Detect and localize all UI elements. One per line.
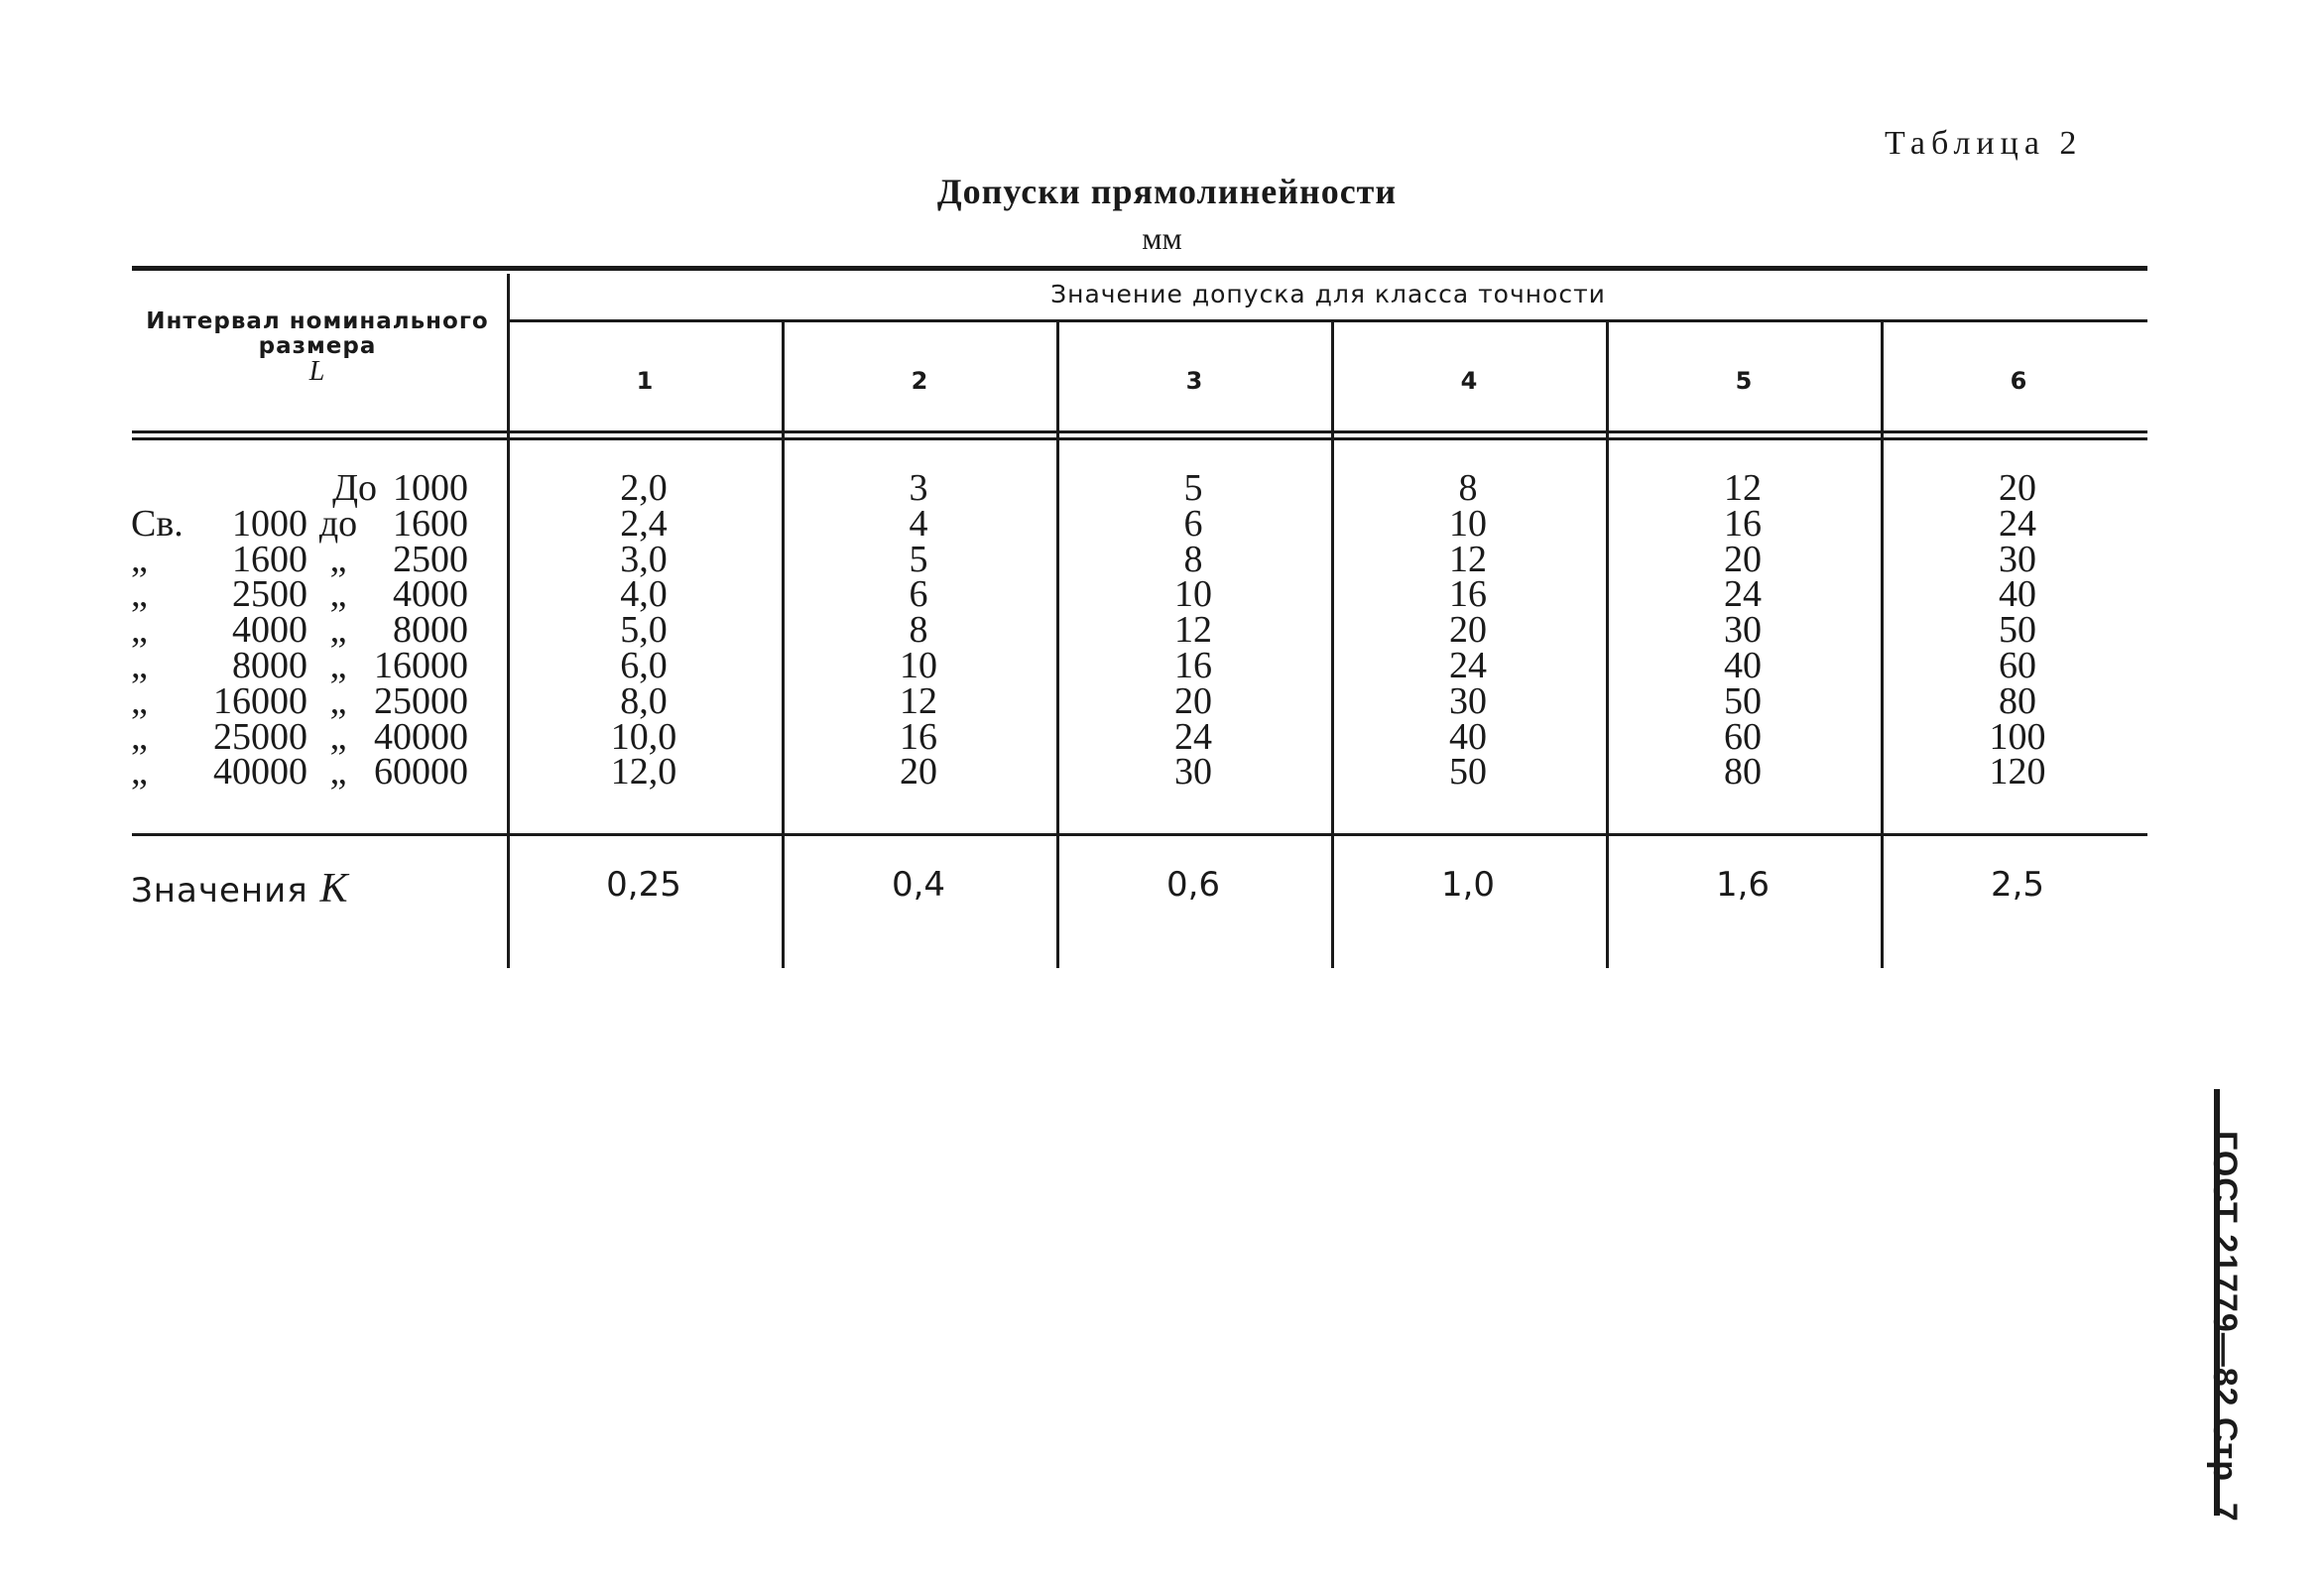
tolerance-value-class-2: 20	[900, 751, 937, 794]
class-header-1: 1	[636, 367, 654, 395]
interval-prefix: „	[131, 609, 148, 652]
interval-prefix: „	[131, 645, 148, 686]
tolerance-value-class-6: 24	[1999, 502, 2036, 545]
tolerance-value-class-5: 20	[1724, 538, 1762, 580]
tolerance-value-class-1: 10,0	[610, 715, 677, 758]
tolerance-value-class-2: 8	[909, 609, 928, 652]
k-value-3: 0,6	[1165, 865, 1221, 905]
body-bottom-rule	[132, 833, 2147, 836]
tolerance-value-class-1: 3,0	[620, 538, 668, 580]
table-row	[0, 467, 2324, 509]
tolerance-value-class-3: 24	[1174, 715, 1212, 758]
tolerance-value-class-3: 5	[1183, 467, 1203, 509]
interval-from: 8000	[232, 645, 307, 686]
tolerance-value-class-1: 4,0	[620, 573, 668, 616]
interval-prefix: „	[131, 538, 148, 580]
tolerance-value-class-2: 6	[909, 573, 928, 616]
table-top-rule	[132, 266, 2147, 271]
interval-connector: „	[329, 573, 347, 616]
table-row	[0, 573, 2324, 616]
tolerance-value-class-6: 60	[1999, 645, 2036, 686]
tolerance-value-class-1: 5,0	[620, 609, 668, 652]
tolerance-value-class-1: 6,0	[620, 645, 668, 686]
interval-prefix: Св.	[131, 502, 183, 545]
tolerance-value-class-5: 40	[1724, 645, 1762, 686]
interval-header	[129, 308, 506, 387]
page-running-header: ГОСТ 21779—82 Стр. 7	[2206, 1131, 2244, 1523]
header-bottom-rule-1	[132, 430, 2147, 433]
interval-from: До	[332, 467, 377, 509]
tolerance-value-class-6: 50	[1999, 609, 2036, 652]
tolerance-value-class-3: 16	[1174, 645, 1212, 686]
tolerance-value-class-2: 16	[900, 715, 937, 758]
class-header-3: 3	[1185, 367, 1203, 395]
tolerance-value-class-6: 40	[1999, 573, 2036, 616]
tolerance-value-class-1: 2,0	[620, 467, 668, 509]
interval-from: 16000	[213, 679, 307, 722]
tolerance-value-class-6: 100	[1989, 715, 2046, 758]
k-row-label	[131, 865, 348, 913]
interval-connector: „	[329, 715, 347, 758]
interval-to: 2500	[393, 538, 468, 580]
interval-prefix: „	[131, 679, 148, 722]
class-header-6: 6	[2010, 367, 2027, 395]
interval-to: 25000	[374, 679, 468, 722]
tolerance-value-class-5: 24	[1724, 573, 1762, 616]
tolerance-value-class-4: 24	[1449, 645, 1487, 686]
interval-header-line1: Интервал номинального	[146, 308, 489, 334]
tolerance-value-class-6: 80	[1999, 679, 2036, 722]
tolerance-value-class-4: 30	[1449, 679, 1487, 722]
tolerance-value-class-5: 16	[1724, 502, 1762, 545]
interval-to: 4000	[393, 573, 468, 616]
k-symbol: K	[319, 866, 349, 912]
tolerance-value-class-1: 12,0	[610, 751, 677, 794]
interval-from: 4000	[232, 609, 307, 652]
tolerance-value-class-2: 5	[909, 538, 928, 580]
tolerance-value-class-6: 120	[1989, 751, 2046, 794]
k-value-4: 1,0	[1440, 865, 1496, 905]
table-row	[0, 715, 2324, 758]
k-row-label-text: Значения	[131, 871, 308, 911]
class-header-5: 5	[1735, 367, 1753, 395]
tolerance-value-class-3: 30	[1174, 751, 1212, 794]
table-row	[0, 645, 2324, 686]
tolerance-value-class-6: 30	[1999, 538, 2036, 580]
tolerance-value-class-2: 12	[900, 679, 937, 722]
table-title: Допуски прямолинейности	[936, 172, 1398, 211]
table-number: Таблица 2	[1885, 125, 2083, 162]
table-row	[0, 609, 2324, 652]
table-row	[0, 751, 2324, 794]
k-value-6: 2,5	[1990, 865, 2045, 905]
tolerance-value-class-6: 20	[1999, 467, 2036, 509]
tolerance-value-class-5: 60	[1724, 715, 1762, 758]
interval-header-symbol: L	[308, 356, 326, 387]
interval-from: 25000	[213, 715, 307, 758]
tolerance-value-class-5: 30	[1724, 609, 1762, 652]
interval-prefix: „	[131, 573, 148, 616]
table-unit: мм	[1142, 220, 1182, 256]
interval-from: 2500	[232, 573, 307, 616]
k-values-row	[0, 865, 2324, 912]
interval-to: 1000	[393, 467, 468, 509]
tolerance-value-class-4: 50	[1449, 751, 1487, 794]
interval-from: 1600	[232, 538, 307, 580]
tolerance-value-class-2: 3	[909, 467, 928, 509]
tolerance-value-class-3: 20	[1174, 679, 1212, 722]
interval-connector: „	[329, 609, 347, 652]
tolerance-value-class-4: 20	[1449, 609, 1487, 652]
tolerance-value-class-3: 8	[1183, 538, 1203, 580]
tolerance-value-class-3: 12	[1174, 609, 1212, 652]
interval-from: 1000	[232, 502, 307, 545]
tolerance-value-class-1: 8,0	[620, 679, 668, 722]
interval-connector: до	[318, 502, 358, 545]
tolerance-value-class-5: 80	[1724, 751, 1762, 794]
interval-to: 8000	[393, 609, 468, 652]
tolerance-value-class-2: 4	[909, 502, 928, 545]
interval-to: 40000	[374, 715, 468, 758]
table-row	[0, 538, 2324, 580]
interval-connector: „	[329, 645, 347, 686]
interval-connector: „	[329, 538, 347, 580]
tolerance-value-class-5: 50	[1724, 679, 1762, 722]
class-header-4: 4	[1460, 367, 1478, 395]
class-header-2: 2	[911, 367, 928, 395]
interval-connector: „	[329, 751, 347, 794]
tolerance-value-class-1: 2,4	[620, 502, 668, 545]
interval-connector: „	[329, 679, 347, 722]
interval-prefix: „	[131, 751, 148, 794]
interval-to: 1600	[393, 502, 468, 545]
tolerance-value-class-3: 10	[1174, 573, 1212, 616]
k-value-2: 0,4	[891, 865, 946, 905]
interval-prefix: „	[131, 715, 148, 758]
interval-to: 16000	[374, 645, 468, 686]
header-bottom-rule-2	[132, 437, 2147, 440]
tolerance-value-class-4: 10	[1449, 502, 1487, 545]
tolerance-value-class-3: 6	[1183, 502, 1203, 545]
tolerance-value-class-4: 8	[1458, 467, 1478, 509]
tolerance-value-class-4: 40	[1449, 715, 1487, 758]
table-row	[0, 679, 2324, 722]
k-value-5: 1,6	[1715, 865, 1771, 905]
tolerance-value-class-5: 12	[1724, 467, 1762, 509]
tolerance-group-header: Значение допуска для класса точности	[1050, 280, 1606, 308]
tolerance-value-class-4: 12	[1449, 538, 1487, 580]
k-value-1: 0,25	[606, 865, 681, 905]
tolerance-value-class-2: 10	[900, 645, 937, 686]
interval-from: 40000	[213, 751, 307, 794]
interval-to: 60000	[374, 751, 468, 794]
group-header-rule	[509, 319, 2147, 322]
table-row	[0, 502, 2324, 545]
interval-header-line2: размера	[258, 333, 377, 359]
tolerance-value-class-4: 16	[1449, 573, 1487, 616]
